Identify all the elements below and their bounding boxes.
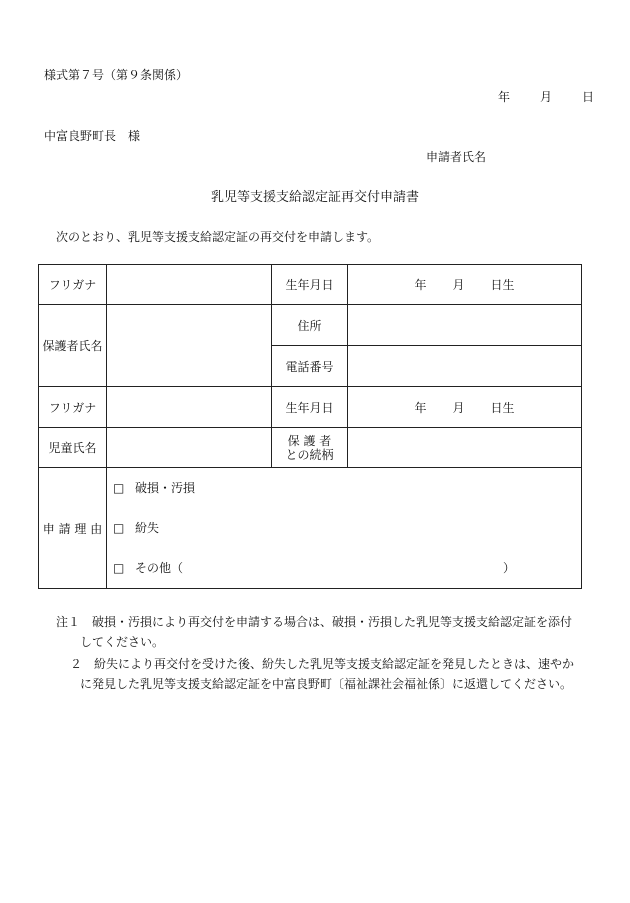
- reason-other[interactable]: [113, 548, 581, 588]
- child-furigana-field[interactable]: [107, 387, 272, 428]
- checkbox-icon[interactable]: □: [113, 481, 125, 495]
- date-day: 日: [582, 90, 595, 104]
- guardian-dob-field[interactable]: [348, 265, 582, 305]
- reason-lost-label: 紛失: [135, 521, 160, 535]
- checkbox-icon[interactable]: □: [113, 521, 125, 535]
- note-2-line-2: に発見した乳児等支援支給認定証を中富良野町〔福祉課社会福祉係〕に返還してください。: [80, 677, 573, 691]
- guardian-name-field[interactable]: [107, 305, 272, 387]
- relationship-label-line1: 保 護 者: [287, 433, 332, 448]
- reason-other-label: その他（: [135, 561, 184, 575]
- note-1-line-1: 注１ 破損・汚損により再交付を申請する場合は、破損・汚損した乳児等支援支給認定証を添付: [56, 615, 573, 629]
- guardian-furigana-row: [39, 265, 582, 305]
- reason-options: [107, 468, 582, 589]
- phone-label: 電話番号: [272, 346, 348, 387]
- date-line: [498, 88, 594, 105]
- relationship-field[interactable]: [348, 428, 582, 468]
- guardian-dob-day: 日生: [490, 278, 515, 292]
- reason-other-close-paren: ）: [503, 561, 516, 575]
- address-label: 住所: [272, 305, 348, 346]
- document-title: 乳児等支援支給認定証再交付申請書: [210, 190, 419, 205]
- phone-field[interactable]: [348, 346, 582, 387]
- child-dob-month: 月: [452, 400, 465, 415]
- addressee: 中富良野町長 様: [44, 129, 141, 143]
- date-month: 月: [540, 90, 553, 104]
- checkbox-icon[interactable]: □: [113, 561, 125, 575]
- applicant-name-label: 申請者氏名: [426, 150, 487, 164]
- note-1-line-2: してください。: [80, 635, 165, 649]
- note-2-line-1: ２ 紛失により再交付を受けた後、紛失した乳児等支援支給認定証を発見したときは、速やか: [70, 657, 575, 671]
- child-dob-year: 年: [414, 400, 427, 415]
- relationship-label-line2: との続柄: [285, 447, 334, 462]
- child-dob-label: 生年月日: [272, 387, 348, 428]
- child-furigana-row: [39, 387, 582, 428]
- guardian-name-label: 保護者氏名: [39, 305, 107, 387]
- intro-text: 次のとおり、乳児等支援支給認定証の再交付を申請します。: [56, 230, 380, 244]
- date-year: 年: [498, 90, 511, 104]
- guardian-dob-label: 生年月日: [272, 265, 348, 305]
- guardian-dob-month: 月: [452, 278, 465, 292]
- guardian-furigana-field[interactable]: [107, 265, 272, 305]
- reason-damaged[interactable]: [113, 468, 581, 508]
- form-reference: 様式第７号（第９条関係）: [44, 68, 189, 82]
- address-field[interactable]: [348, 305, 582, 346]
- child-dob-day: 日生: [490, 400, 515, 415]
- relationship-label: [272, 428, 348, 468]
- reason-damaged-label: 破損・汚損: [135, 481, 196, 495]
- guardian-furigana-label: フリガナ: [39, 265, 107, 305]
- guardian-dob-year: 年: [414, 278, 427, 292]
- child-furigana-label: フリガナ: [39, 387, 107, 428]
- reason-lost[interactable]: [113, 508, 581, 548]
- reason-label: 申 請 理 由: [39, 468, 107, 589]
- child-dob-field[interactable]: [348, 387, 582, 428]
- application-form-table: [38, 264, 582, 589]
- child-name-field[interactable]: [107, 428, 272, 468]
- child-name-label: 児童氏名: [39, 428, 107, 468]
